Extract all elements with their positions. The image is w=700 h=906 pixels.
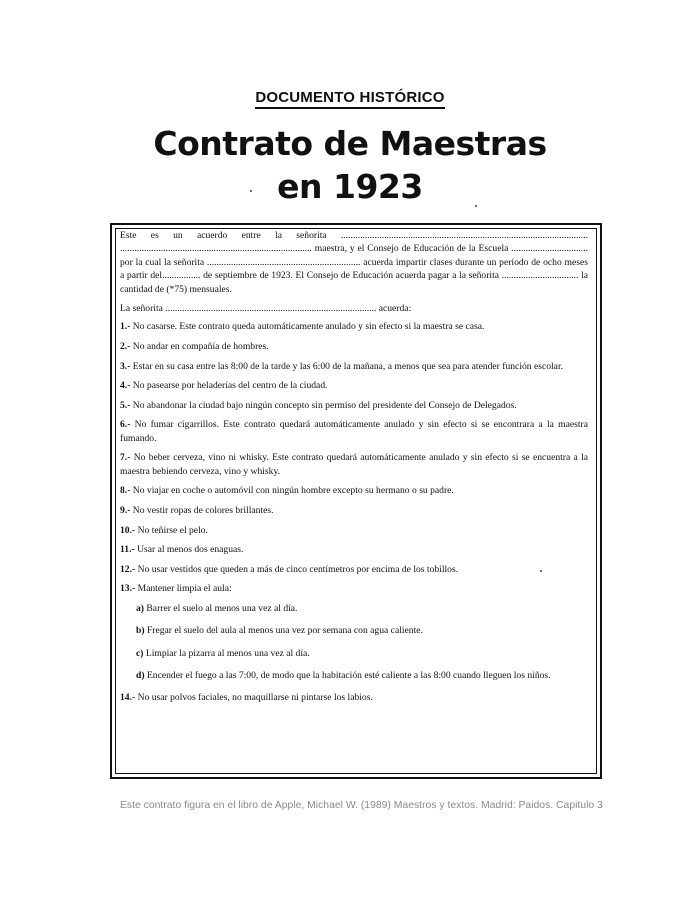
scan-speck [475, 205, 477, 207]
contract-intro: Este es un acuerdo entre la señorita ....................................................................................................... ................................................................................ maestra, y el Consejo de Educación de la Escuela ................................ por la cual la señorita ................................................................ acuerda impartir clases durante un período de ocho meses a partir del................ de septiembre de 1923. El Consejo de Educación acuerda pagar a la señorita ................................ la cantidad de (*75) mensuales. [120, 230, 588, 295]
source-caption: Este contrato figura en el libro de Apple, Michael W. (1989) Maestros y textos. Madrid: Paidos. Capitulo 3 [120, 800, 603, 811]
clause-item: 11.- Usar al menos dos enaguas. [120, 544, 244, 556]
clause-item: 14.- No usar polvos faciales, no maquillarse ni pintarse los labios. [120, 692, 373, 704]
clause-item: 6.- No fumar cigarrillos. Este contrato quedará automáticamente anulado y sin efecto si se encontrara a la maestra fumando. [120, 419, 588, 444]
clause-item: 8.- No viajar en coche o automóvil con ningún hombre excepto su hermano o su padre. [120, 485, 454, 497]
clause-item: 2.- No andar en compañía de hombres. [120, 341, 269, 353]
clause-item: 5.- No abandonar la ciudad bajo ningún concepto sin permiso del presidente del Consejo de Delegados. [120, 399, 517, 411]
agreement-line: La señorita ........................................................................................ acuerda: [120, 303, 412, 315]
title-line-1: Contrato de Maestras [153, 124, 547, 163]
subclause-item: d) Encender el fuego a las 7:00, de modo que la habitación esté caliente a las 8:00 cuando lleguen los niños. [136, 670, 551, 681]
contract-box [110, 223, 602, 779]
clause-item: 12.- No usar vestidos que queden a más de cinco centímetros por encima de los tobillos. [120, 563, 459, 575]
clause-item: 7.- No beber cerveza, vino ni whisky. Este contrato quedará automáticamente anulado y sin efecto si se encuentra a la maestra bebiendo cerveza, vino y whisky. [120, 452, 588, 477]
clause-item: 10.- No teñirse el pelo. [120, 524, 208, 536]
clause-item: 1.- No casarse. Este contrato queda automáticamente anulado y sin efecto si la maestra se casa. [120, 321, 485, 333]
title-line-2: en 1923 [277, 167, 423, 206]
clause-item: 13.- Mantener limpia el aula: a) Barrer el suelo al menos una vez al día. b) Fregar el suelo del aula al menos una vez por semana con agua caliente. c) Limpiar la pizarra al menos una vez al día. d) Encender el fuego a las 7:00, de modo que la habitación esté caliente a las 8:00 cuando lleguen los niños. [120, 582, 588, 682]
scan-speck [250, 190, 252, 192]
subclause-item: b) Fregar el suelo del aula al menos una vez por semana con agua caliente. [136, 625, 423, 637]
subclause-item: a) Barrer el suelo al menos una vez al día. [136, 602, 298, 614]
clause-list [120, 320, 588, 704]
subclause-list [136, 602, 588, 683]
subclause-item: c) Limpiar la pizarra al menos una vez al día. [136, 647, 310, 659]
document-kicker: DOCUMENTO HISTÓRICO [0, 89, 700, 106]
clause-item: 9.- No vestir ropas de colores brillantes. [120, 505, 274, 516]
clause-item: 3.- Estar en su casa entre las 8:00 de la tarde y las 6:00 de la mañana, a menos que sea para atender función escolar. [120, 360, 564, 372]
contract-text [120, 229, 588, 711]
clause-item: 4.- No pasearse por heladerías del centro de la ciudad. [120, 380, 328, 392]
